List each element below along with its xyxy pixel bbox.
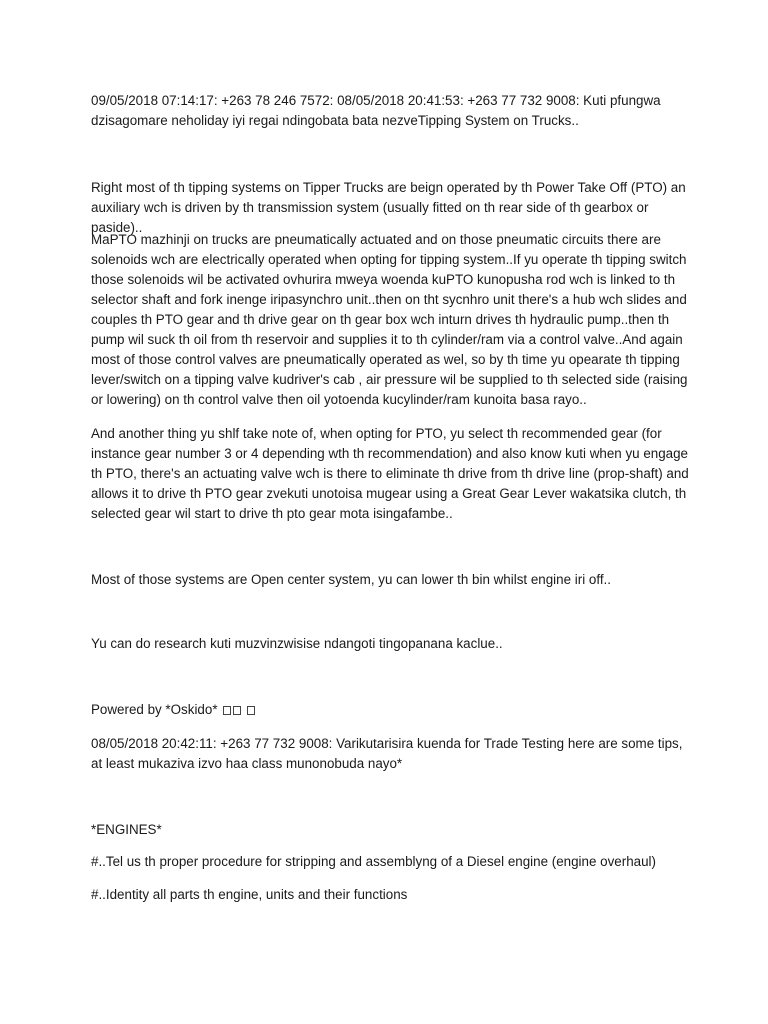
emoji-placeholder-icon (233, 706, 241, 715)
engine-parts-item: #..Identity all parts th engine, units and their functions (91, 887, 408, 902)
engines-heading: *ENGINES* (91, 822, 162, 837)
engine-overhaul-item: #..Tel us th proper procedure for stripping and assemblyng of a Diesel engine (engine overhaul) (91, 854, 656, 869)
research-paragraph: Yu can do research kuti muzvinzwisise ndangoti tingopanana kaclue.. (91, 636, 503, 651)
emoji-placeholder-icon (247, 706, 255, 715)
trade-testing-paragraph: 08/05/2018 20:42:11: +263 77 732 9008: Varikutarisira kuenda for Trade Testing here are some tips, at least mukaziva izvo haa class munonobuda nayo* (91, 736, 683, 771)
gear-selection-paragraph: And another thing yu shlf take note of, when opting for PTO, yu select th recommended gear (for instance gear number 3 or 4 depending wth th recommendation) and also know kuti when yu engage th PTO, there's an actuating valve wch is there to eliminate th drive from th drive line (prop-shaft) and allows it to drive th PTO gear zvekuti unotoisa mugear using a Great Gear Lever wakatsika clutch, th selected gear wil start to drive th pto gear mota isingafambe.. (91, 426, 689, 521)
powered-by-text: Powered by *Oskido* (91, 702, 218, 717)
pneumatic-system-paragraph: MaPTO mazhinji on trucks are pneumatically actuated and on those pneumatic circuits there are solenoids wch are electrically operated when opting for tipping system..If yu operate th tipping switch those solenoids wil be activated ovhurira mweya woenda kuPTO kunopusha rod wch is linked to th selector shaft and fork inenge iripasynchro unit..then on tht sycnhro unit there's a hub wch slides and couples th PTO gear and th drive gear on th gear box wch inturn drives th hydraulic pump..then th pump wil suck th oil from th reservoir and supplies it to th cylinder/ram via a control valve..And again most of those control valves are pneumatically operated as wel, so by th time yu opearate th tipping lever/switch on a tipping valve kudriver's cab , air pressure wil be supplied to th selected side (raising or lowering) on th control valve then oil yotoenda kucylinder/ram kunoita basa rayo.. (91, 232, 688, 407)
open-center-paragraph: Most of those systems are Open center system, yu can lower th bin whilst engine iri off.. (91, 572, 611, 587)
powered-by-line (91, 700, 691, 720)
pto-intro-paragraph: Right most of th tipping systems on Tipper Trucks are beign operated by th Power Take Off (PTO) an auxiliary wch is driven by th transmission system (usually fitted on th rear side of th gearbox or paside).. (91, 180, 686, 235)
chat-header-paragraph: 09/05/2018 07:14:17: +263 78 246 7572: 08/05/2018 20:41:53: +263 77 732 9008: Kuti pfungwa dzisagomare neholiday iyi regai ndingobata bata nezveTipping System on Trucks.. (91, 93, 661, 128)
emoji-placeholder-icon (223, 706, 231, 715)
